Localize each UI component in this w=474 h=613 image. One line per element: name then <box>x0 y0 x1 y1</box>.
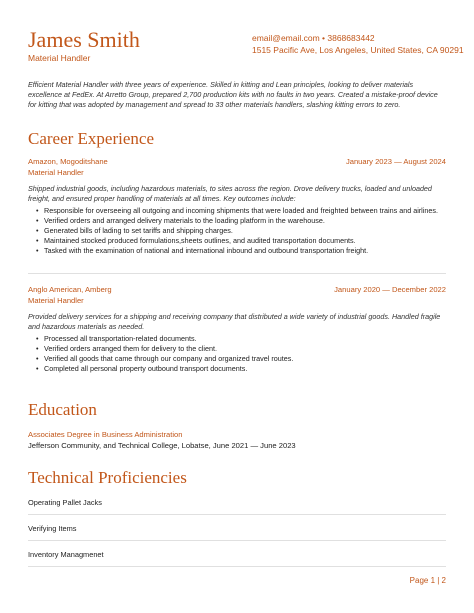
job-description: Provided delivery services for a shipping and receiving company that distributed a wide variety of industrial goods. Handled fragile and hazardous materials as needed. <box>28 312 441 331</box>
achievement-item: • Verified orders and arranged delivery materials to the loading platform in the warehouse. <box>36 216 446 226</box>
job-dates: January 2020 — December 2022 <box>334 285 446 294</box>
education-degree: Associates Degree in Business Administration <box>28 430 183 439</box>
achievement-item: • Generated bills of lading to set tariffs and shipping charges. <box>36 226 446 236</box>
candidate-name: James Smith <box>28 27 140 52</box>
job-achievements <box>28 334 446 374</box>
education-entry <box>28 430 446 451</box>
job-achievements <box>28 206 446 256</box>
candidate-title: Material Handler <box>28 53 91 63</box>
achievement-item: • Responsible for overseeing all outgoing and incoming shipments that were loaded and freighted between trains and airlines. <box>36 206 446 216</box>
resume-header <box>28 27 464 68</box>
job-company: Amazon, Mogoditshane <box>28 157 108 166</box>
achievement-item: • Maintained stocked produced formulations,sheets outlines, and audited transportation documents. <box>36 236 446 246</box>
job-entry <box>28 285 446 374</box>
contact-address: 1515 Pacific Ave, Los Angeles, United States, CA 90291 <box>252 45 464 55</box>
job-role: Material Handler <box>28 296 84 305</box>
section-title-skills: Technical Proficiencies <box>28 468 187 487</box>
job-dates: January 2023 — August 2024 <box>345 157 446 166</box>
job-description: Shipped industrial goods, including hazardous materials, to sites across the region. Drove delivery trucks, loaded and unloaded freight, and ensured proper handling of materials at all times. Key outcomes include: <box>28 184 432 203</box>
achievement-item: • Tasked with the examination of national and international inbound and outbound transportation freight. <box>36 246 446 256</box>
skill-item: Verifying Items <box>28 524 77 533</box>
achievement-item: • Verified all goods that came through our company and organized travel routes. <box>36 354 446 364</box>
section-title-education: Education <box>28 400 97 419</box>
page-number: Page 1 | 2 <box>409 576 446 585</box>
divider <box>28 514 446 515</box>
section-title-experience: Career Experience <box>28 129 154 148</box>
achievement-item: • Verified orders arranged them for delivery to the client. <box>36 344 446 354</box>
divider <box>28 540 446 541</box>
professional-summary: Efficient Material Handler with three years of experience. Skilled in kitting and Lean principles, looking to deliver materials excellence at FedEx. At Arretto Group, prepared 2,700 production kits with no faults in two years. Created a mistake-proof device for kitting that was adopted by management and spread to 33 other materials handlers, slashing kitting errors to zero. <box>28 80 438 109</box>
job-role: Material Handler <box>28 168 84 177</box>
achievement-item: • Processed all transportation-related documents. <box>36 334 446 344</box>
divider <box>28 566 446 567</box>
job-entry <box>28 157 446 256</box>
achievement-item: • Completed all personal property outbound transport documents. <box>36 364 446 374</box>
divider <box>28 273 446 274</box>
skill-item: Inventory Managmenet <box>28 550 104 559</box>
job-company: Anglo American, Amberg <box>28 285 112 294</box>
skill-item: Operating Pallet Jacks <box>28 498 102 507</box>
contact-email-phone: email@email.com • 3868683442 <box>252 33 375 43</box>
contact-info <box>252 32 464 56</box>
education-school: Jefferson Community, and Technical College, Lobatse, June 2021 — June 2023 <box>28 441 296 450</box>
